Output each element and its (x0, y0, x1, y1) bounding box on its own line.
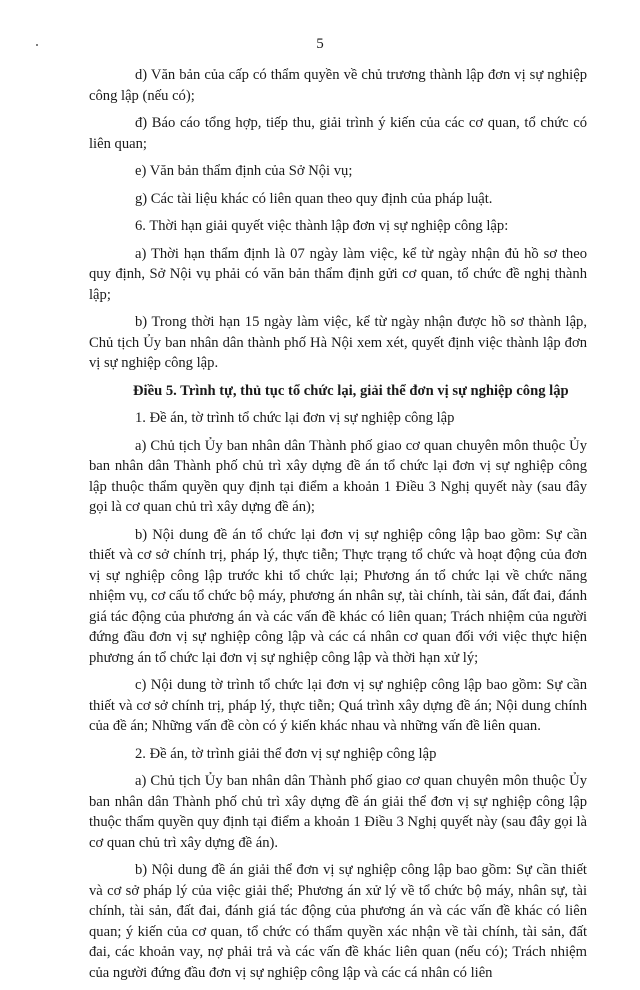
article-5-heading: Điều 5. Trình tự, thủ tục tổ chức lại, giải thể đơn vị sự nghiệp công lập (133, 382, 569, 399)
page-number: 5 (316, 36, 324, 52)
clause-6-a: a) Thời hạn thẩm định là 07 ngày làm việc, kể từ ngày nhận đủ hồ sơ theo quy định, Sở Nội vụ phải có văn bản thẩm định gửi cơ quan, tổ chức đề nghị thành lập; (89, 245, 587, 303)
clause-1-a: a) Chủ tịch Ủy ban nhân dân Thành phố giao cơ quan chuyên môn thuộc Ủy ban nhân dân Thành phố chủ trì xây dựng đề án tổ chức lại đơn vị sự nghiệp công lập thuộc thẩm quyền quy định tại điểm a khoản 1 Điều 3 Nghị quyết này (sau đây gọi là cơ quan chủ trì xây dựng đề án); (89, 437, 587, 515)
clause-1-c: c) Nội dung tờ trình tổ chức lại đơn vị sự nghiệp công lập bao gồm: Sự cần thiết và cơ sở chính trị, pháp lý, thực tiễn; Quá trình xây dựng đề án; Nội dung chính của đề án; Những vấn đề còn có ý kiến khác nhau và những vấn đề liên quan. (89, 677, 587, 734)
clause-6-b: b) Trong thời hạn 15 ngày làm việc, kể từ ngày nhận được hồ sơ thành lập, Chủ tịch Ủy ban nhân dân thành phố Hà Nội xem xét, quyết định việc thành lập đơn vị sự nghiệp công lập. (89, 314, 587, 371)
paragraph-e: e) Văn bản thẩm định của Sở Nội vụ; (135, 163, 353, 179)
clause-2-b: b) Nội dung đề án giải thể đơn vị sự nghiệp công lập bao gồm: Sự cần thiết và cơ sở pháp lý của việc giải thể; Phương án xử lý về tổ chức bộ máy, nhân sự, tài chính, tài sản, đất đai, đánh giá tác động của phương án và các vấn đề khác có liên quan; ý kiến của cơ quan, tổ chức có thẩm quyền xác nhận về tài chính, tài sản, đất đai, các khoản vay, nợ phải trả và các vấn đề khác liên quan (nếu có); Trách nhiệm của người đứng đầu đơn vị sự nghiệp công lập và các cá nhân có liên (89, 862, 587, 981)
clause-1: 1. Đề án, tờ trình tổ chức lại đơn vị sự nghiệp công lập (135, 410, 455, 426)
clause-2-a: a) Chủ tịch Ủy ban nhân dân Thành phố giao cơ quan chuyên môn thuộc Ủy ban nhân dân Thành phố chủ trì xây dựng đề án giải thể đơn vị sự nghiệp công lập thuộc thẩm quyền quy định tại điểm a khoản 1 Điều 3 Nghị quyết này (sau đây gọi là cơ quan chủ trì xây dựng đề án). (89, 773, 587, 851)
clause-1-b: b) Nội dung đề án tổ chức lại đơn vị sự nghiệp công lập bao gồm: Sự cần thiết và cơ sở chính trị, pháp lý, thực tiễn; Thực trạng tổ chức và hoạt động của đơn vị sự nghiệp công lập trước khi tổ chức lại; Phương án tổ chức lại về chức năng nhiệm vụ, cơ cấu tổ chức bộ máy, phương án nhân sự, tài chính, tài sản, đất đai, đánh giá tác động của phương án và các vấn đề khác có liên quan; Trách nhiệm của người đứng đầu đơn vị sự nghiệp công lập và các cá nhân cơ quan đối với việc thực hiện phương án tổ chức lại đơn vị sự nghiệp công lập và thời hạn xử lý; (89, 526, 587, 666)
clause-2: 2. Đề án, tờ trình giải thể đơn vị sự nghiệp công lập (135, 745, 437, 762)
document-body (89, 65, 587, 990)
paragraph-g: g) Các tài liệu khác có liên quan theo quy định của pháp luật. (135, 190, 493, 207)
paragraph-d: d) Văn bản của cấp có thẩm quyền về chủ trương thành lập đơn vị sự nghiệp công lập (nếu có); (89, 67, 587, 104)
clause-6: 6. Thời hạn giải quyết việc thành lập đơn vị sự nghiệp công lập: (135, 218, 509, 234)
paragraph-dd: đ) Báo cáo tổng hợp, tiếp thu, giải trình ý kiến của các cơ quan, tổ chức có liên quan; (89, 115, 587, 152)
